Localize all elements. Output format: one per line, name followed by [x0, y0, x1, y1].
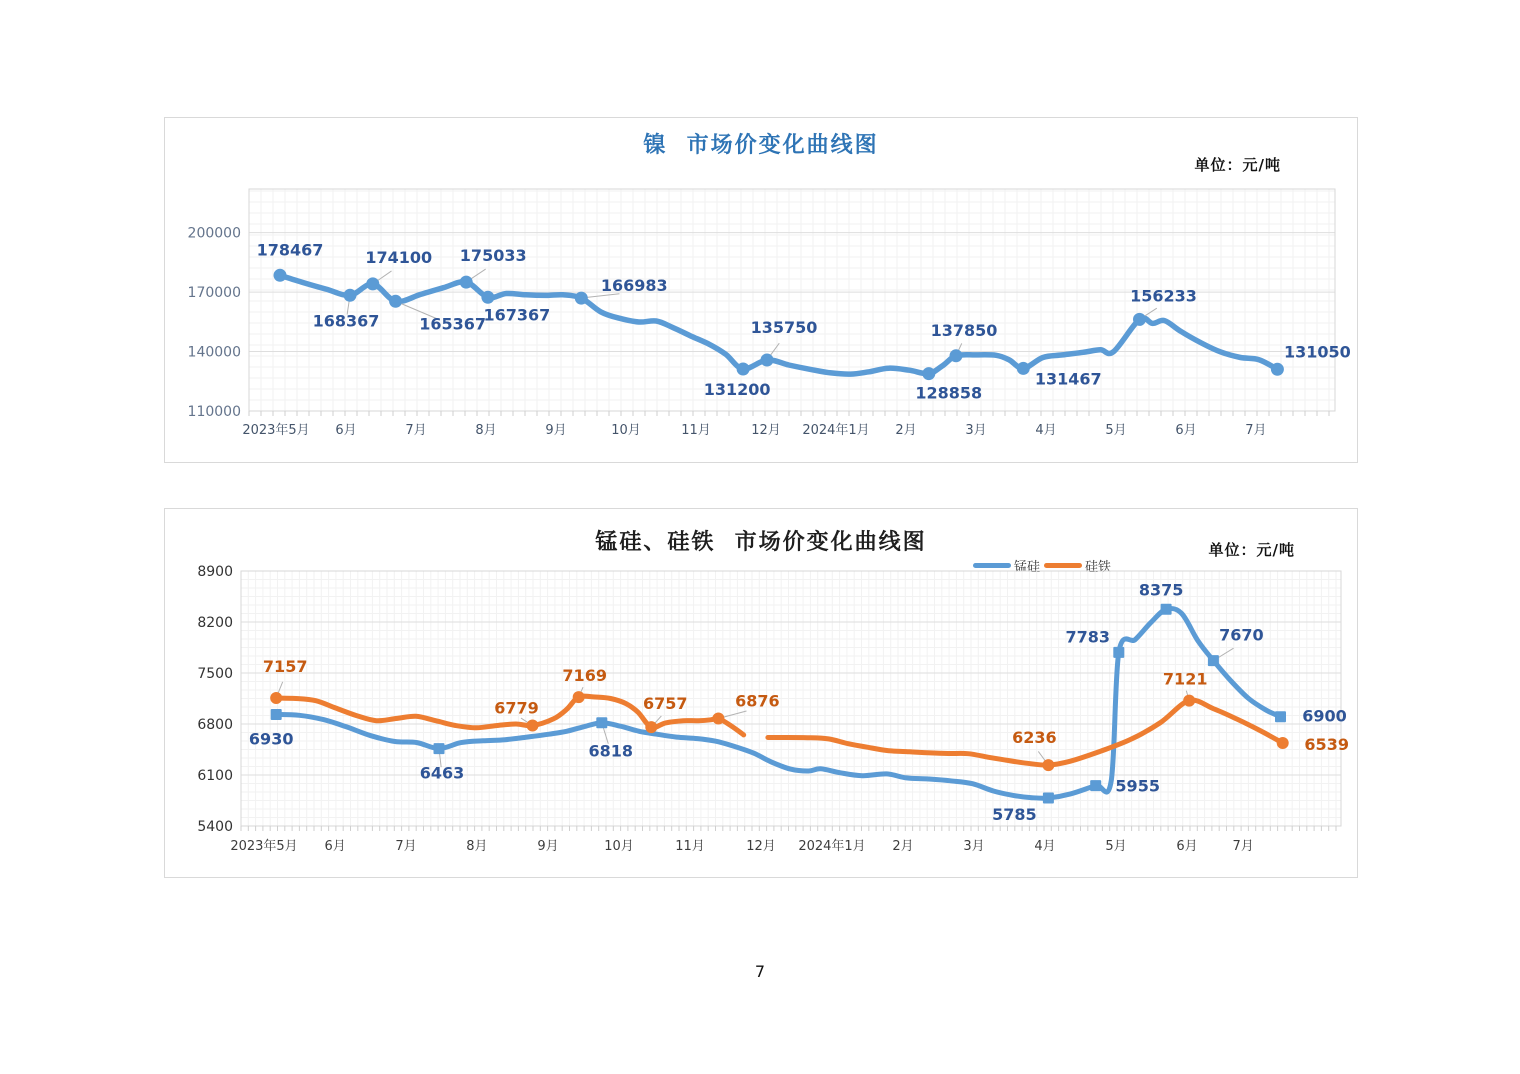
svg-text:6月: 6月 — [1175, 423, 1197, 438]
svg-text:11月: 11月 — [681, 423, 711, 438]
svg-text:7500: 7500 — [197, 666, 233, 682]
svg-text:166983: 166983 — [600, 276, 668, 296]
svg-text:8月: 8月 — [475, 423, 497, 438]
svg-text:6779: 6779 — [494, 698, 539, 718]
svg-text:6876: 6876 — [735, 691, 780, 711]
svg-text:5785: 5785 — [992, 805, 1037, 824]
svg-text:6757: 6757 — [643, 694, 688, 714]
svg-text:7月: 7月 — [1245, 423, 1267, 438]
svg-text:7月: 7月 — [405, 423, 427, 438]
svg-text:2024年1月: 2024年1月 — [802, 423, 870, 438]
svg-text:8900: 8900 — [197, 564, 233, 580]
svg-text:140000: 140000 — [187, 344, 241, 361]
legend-label-manganese-silicon: 锰硅 — [1014, 560, 1041, 575]
svg-text:5955: 5955 — [1115, 776, 1160, 796]
svg-text:200000: 200000 — [187, 225, 241, 242]
svg-text:7121: 7121 — [1162, 669, 1208, 689]
svg-text:6800: 6800 — [197, 717, 233, 733]
svg-text:6236: 6236 — [1012, 728, 1057, 748]
svg-text:175033: 175033 — [459, 246, 527, 266]
svg-text:6月: 6月 — [1176, 839, 1198, 854]
svg-text:7月: 7月 — [395, 839, 417, 854]
svg-text:135750: 135750 — [750, 318, 818, 337]
svg-text:6100: 6100 — [197, 768, 233, 784]
svg-text:178467: 178467 — [256, 240, 324, 260]
svg-text:12月: 12月 — [746, 839, 776, 854]
svg-text:128858: 128858 — [915, 383, 983, 403]
svg-text:11月: 11月 — [675, 839, 705, 854]
svg-text:7783: 7783 — [1065, 627, 1111, 647]
svg-text:5400: 5400 — [197, 819, 233, 835]
svg-text:2月: 2月 — [892, 839, 914, 854]
svg-text:3月: 3月 — [963, 839, 985, 854]
svg-text:5月: 5月 — [1105, 423, 1127, 438]
svg-text:174100: 174100 — [365, 247, 433, 267]
svg-text:9月: 9月 — [537, 839, 559, 854]
svg-text:10月: 10月 — [611, 423, 641, 438]
svg-text:5月: 5月 — [1105, 839, 1127, 854]
svg-text:12月: 12月 — [751, 423, 781, 438]
alloy-chart-title: 锰硅、硅铁 市场价变化曲线图 — [595, 530, 927, 555]
svg-text:10月: 10月 — [604, 839, 634, 854]
svg-text:7169: 7169 — [562, 666, 607, 686]
alloy-unit-label: 单位：元/吨 — [1208, 541, 1295, 559]
svg-text:137850: 137850 — [930, 320, 998, 340]
svg-text:8375: 8375 — [1138, 580, 1184, 600]
svg-text:8200: 8200 — [197, 615, 233, 631]
nickel-price-line-chart — [165, 118, 1357, 462]
svg-text:8月: 8月 — [466, 839, 488, 854]
svg-text:168367: 168367 — [312, 311, 380, 331]
svg-text:3月: 3月 — [965, 423, 987, 438]
svg-text:7月: 7月 — [1232, 839, 1254, 854]
nickel-unit-label: 单位：元/吨 — [1194, 156, 1281, 174]
svg-text:2023年5月: 2023年5月 — [242, 423, 310, 438]
svg-text:4月: 4月 — [1035, 423, 1057, 438]
svg-text:6539: 6539 — [1304, 735, 1349, 754]
svg-text:170000: 170000 — [187, 285, 241, 302]
svg-text:6930: 6930 — [248, 729, 294, 749]
nickel-chart-title: 镍 市场价变化曲线图 — [643, 133, 879, 158]
legend-label-ferrosilicon: 硅铁 — [1085, 560, 1112, 575]
svg-text:165367: 165367 — [419, 314, 486, 334]
svg-text:131050: 131050 — [1284, 342, 1351, 362]
svg-text:131467: 131467 — [1034, 369, 1102, 389]
svg-text:110000: 110000 — [187, 404, 241, 420]
alloy-price-line-chart — [165, 509, 1357, 877]
svg-text:167367: 167367 — [483, 305, 551, 325]
svg-text:7157: 7157 — [262, 657, 308, 676]
svg-text:2024年1月: 2024年1月 — [798, 839, 866, 854]
svg-text:156233: 156233 — [1130, 286, 1197, 306]
svg-text:9月: 9月 — [545, 423, 567, 438]
svg-text:6463: 6463 — [419, 763, 465, 783]
nickel-chart-card — [164, 117, 1358, 463]
page-number: 7 — [754, 962, 766, 981]
svg-text:131200: 131200 — [703, 380, 771, 399]
svg-text:6月: 6月 — [335, 423, 357, 438]
svg-text:2月: 2月 — [895, 423, 917, 438]
svg-text:6818: 6818 — [588, 741, 634, 761]
svg-text:2023年5月: 2023年5月 — [230, 839, 298, 854]
svg-text:6900: 6900 — [1302, 706, 1347, 726]
svg-text:6月: 6月 — [324, 839, 346, 854]
svg-text:7670: 7670 — [1219, 625, 1264, 645]
svg-text:4月: 4月 — [1034, 839, 1056, 854]
alloy-chart-card — [164, 508, 1358, 878]
